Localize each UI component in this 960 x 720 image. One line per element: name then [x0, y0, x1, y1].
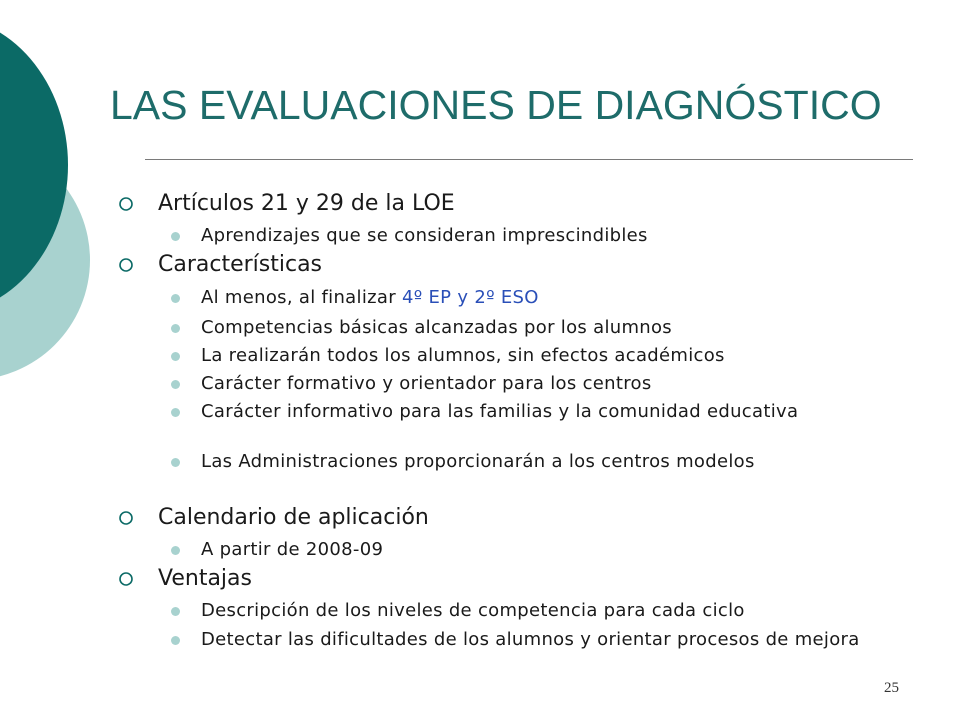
- bullet-dot-icon: [171, 380, 180, 389]
- slide-title: LAS EVALUACIONES DE DIAGNÓSTICO: [110, 82, 882, 128]
- bullet-dot-icon: [171, 408, 180, 417]
- section-heading-text: Características: [158, 252, 323, 277]
- list-item: [201, 601, 901, 621]
- bullet-dot-icon: [171, 232, 180, 241]
- section-heading-text: Calendario de aplicación: [158, 505, 429, 530]
- circle-bullet-icon: [118, 510, 134, 526]
- list-item: [201, 452, 901, 472]
- page-number: 25: [884, 680, 899, 696]
- list-item-text: Al menos, al finalizar: [201, 287, 396, 308]
- circle-bullet-icon: [118, 257, 134, 273]
- list-item-text: A partir de 2008-09: [201, 539, 384, 560]
- bullet-dot-icon: [171, 636, 180, 645]
- list-item: [201, 226, 901, 246]
- list-item-text: Carácter informativo para las familias y la comunidad educativa: [201, 401, 799, 422]
- bullet-dot-icon: [171, 352, 180, 361]
- bullet-dot-icon: [171, 607, 180, 616]
- circle-bullet-icon: [118, 196, 134, 212]
- circle-bullet-icon: [118, 571, 134, 587]
- bullet-dot-icon: [171, 546, 180, 555]
- bullet-dot-icon: [171, 294, 180, 303]
- list-item: [201, 402, 901, 422]
- list-item-text: Descripción de los niveles de competencia para cada ciclo: [201, 600, 745, 621]
- section-heading: [158, 191, 455, 216]
- list-item-text: Competencias básicas alcanzadas por los alumnos: [201, 317, 672, 338]
- list-item: [201, 630, 901, 650]
- list-item-text: Las Administraciones proporcionarán a los centros modelos: [201, 451, 755, 472]
- list-item: [201, 288, 901, 308]
- section-heading: [158, 566, 252, 591]
- list-item: [201, 374, 901, 394]
- section-heading: [158, 505, 429, 530]
- list-item: [201, 346, 901, 366]
- bullet-dot-icon: [171, 458, 180, 467]
- section-heading-text: Ventajas: [158, 566, 252, 591]
- list-item-text: Carácter formativo y orientador para los centros: [201, 373, 652, 394]
- section-heading-text: Artículos 21 y 29 de la LOE: [158, 191, 455, 216]
- list-item: [201, 540, 901, 560]
- list-item: [201, 318, 901, 338]
- bullet-dot-icon: [171, 324, 180, 333]
- highlighted-levels: 4º EP y 2º ESO: [401, 287, 539, 308]
- list-item-text: Detectar las dificultades de los alumnos y orientar procesos de mejora: [201, 629, 860, 650]
- section-heading: [158, 252, 322, 277]
- list-item-text: La realizarán todos los alumnos, sin efectos académicos: [201, 345, 725, 366]
- list-item-text: Aprendizajes que se consideran imprescindibles: [201, 225, 648, 246]
